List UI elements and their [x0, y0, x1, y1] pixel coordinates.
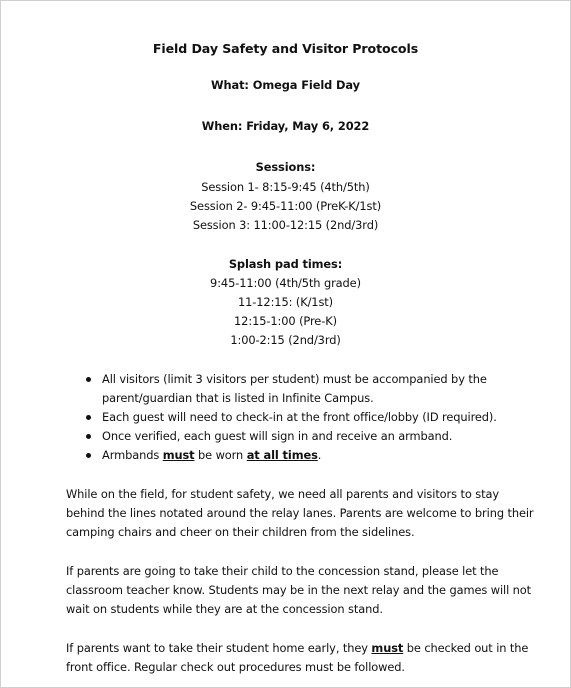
visitor-rules-list: [85, 370, 545, 465]
splash-item: 11-12:15: (K/1st): [237, 295, 334, 309]
splash-heading: Splash pad times:: [228, 257, 343, 271]
splash-item: 1:00-2:15 (2nd/3rd): [230, 333, 341, 347]
sessions-heading: Sessions:: [255, 160, 316, 174]
paragraph-line: behind the lines notated around the relay lanes. Parents are welcome to bring their: [66, 506, 534, 520]
paragraph-concession: [66, 562, 546, 619]
list-item: [85, 446, 545, 465]
paragraph-line: wait on students while they are at the concession stand.: [66, 602, 383, 616]
event-name: What: Omega Field Day: [211, 78, 360, 92]
event-date: When: Friday, May 6, 2022: [201, 119, 370, 133]
paragraph-field-safety: [66, 485, 546, 542]
emphasis-must: must: [371, 641, 404, 655]
paragraph-line: classroom teacher know. Students may be in the next relay and the games will not: [66, 583, 532, 597]
bullet-text: All visitors (limit 3 visitors per student) must be accompanied by the: [102, 372, 487, 386]
document-title: Field Day Safety and Visitor Protocols: [152, 41, 419, 56]
bullet-text: Armbands: [102, 448, 163, 462]
emphasis-must: must: [162, 448, 195, 462]
bullet-text: parent/guardian that is listed in Infinite Campus.: [102, 391, 374, 405]
bullet-text: Once verified, each guest will sign in and receive an armband.: [102, 429, 453, 443]
emphasis-at-all-times: at all times: [246, 448, 318, 462]
list-item: [85, 427, 545, 446]
list-item: [85, 370, 545, 408]
session-item: Session 1- 8:15-9:45 (4th/5th): [201, 180, 370, 194]
paragraph-line: If parents are going to take their child to the concession stand, please let the: [66, 564, 499, 578]
paragraph-line: If parents want to take their student home early, they: [66, 641, 372, 655]
session-item: Session 2- 9:45-11:00 (PreK-K/1st): [189, 199, 382, 213]
bullet-text: .: [317, 448, 322, 462]
paragraph-line: camping chairs and cheer on their children from the sidelines.: [66, 525, 415, 539]
list-item: [85, 408, 545, 427]
paragraph-line: While on the field, for student safety, we need all parents and visitors to stay: [66, 487, 499, 501]
bullet-text: Each guest will need to check-in at the front office/lobby (ID required).: [102, 410, 497, 424]
paragraph-line: be checked out in the: [403, 641, 529, 655]
bullet-text: be worn: [194, 448, 247, 462]
paragraph-early-checkout: [66, 639, 546, 677]
paragraph-line: front office. Regular check out procedures must be followed.: [66, 660, 405, 674]
splash-item: 12:15-1:00 (Pre-K): [234, 314, 337, 328]
splash-item: 9:45-11:00 (4th/5th grade): [210, 276, 361, 290]
session-item: Session 3: 11:00-12:15 (2nd/3rd): [192, 218, 379, 232]
